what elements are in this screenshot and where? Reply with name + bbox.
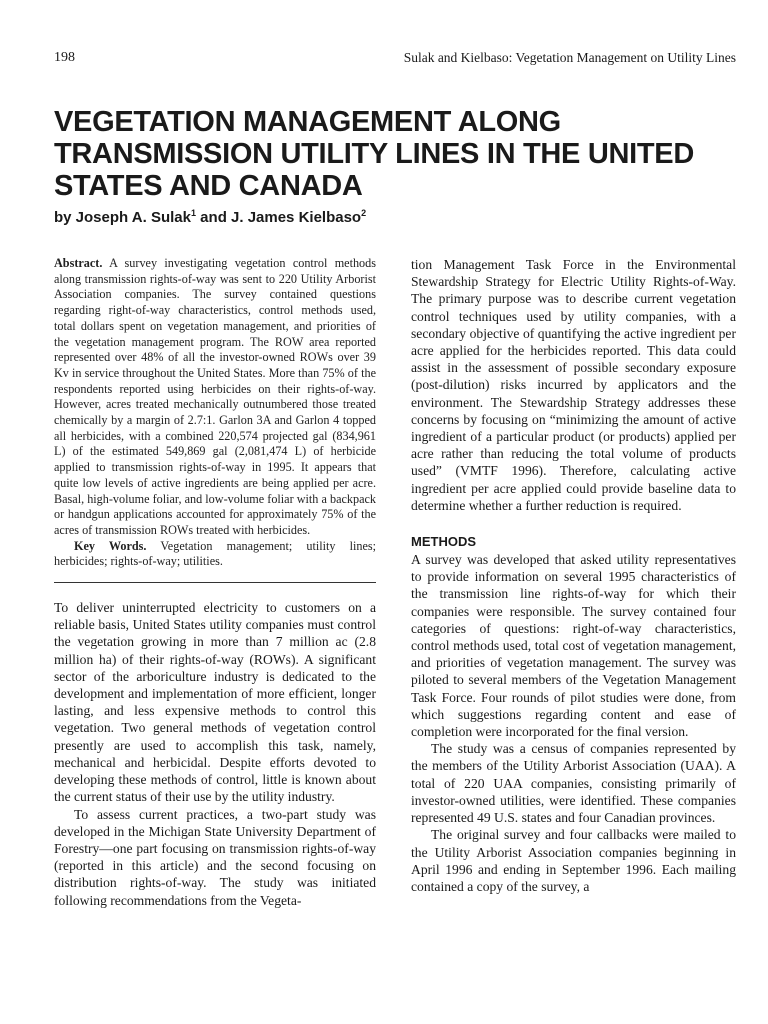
byline-prefix: by Joseph A. Sulak — [54, 209, 191, 226]
methods-heading: METHODS — [411, 534, 476, 550]
keywords-label: Key Words. — [74, 538, 147, 553]
abstract-divider — [54, 582, 376, 583]
methods-paragraph-3: The original survey and four callbacks were mailed to the Utility Arborist Association companies beginning in April 1996 and ending in September 1996. Each mailing contained a copy of the survey, a — [411, 827, 736, 894]
left-column — [54, 256, 376, 909]
right-column — [411, 256, 736, 895]
methods-paragraph-1: A survey was developed that asked utility representatives to provide information on several 1995 characteristics of the transmission line rights-of-way for which their companies were responsible. The survey contained four categories of questions: right-of-way characteristics, control methods used, total cost of vegetation management, and priorities of vegetation management. The survey was piloted to several members of the Vegetation Management Task Force. Four rounds of pilot studies were done, from which suggestions regarding content and ease of completion were incorporated for the final version. — [411, 552, 736, 740]
keywords-text: Vegetation management; utility lines; herbicides; rights-of-way; utilities. — [54, 538, 376, 569]
byline-second-author: and J. James Kielbaso — [196, 209, 362, 226]
abstract-label: Abstract. — [54, 256, 103, 270]
abstract-text: A survey investigating vegetation control methods along transmission rights-of-way was sent to 220 Utility Arborist Association companies. The survey contained questions regarding right-of-way characteristics, control methods used, total dollars spent on vegetation management, and priorities of the vegetation management program. The ROW area reported represented over 48% of all the investor-owned ROWs over 39 Kv in service throughout the United States. More than 75% of the respondents reported using herbicides on their rights-of-way. However, acres treated mechanically outnumbered those treated chemically by a margin of 2.7:1. Garlon 3A and Garlon 4 topped all herbicides, with a combined 220,574 projected gal (834,961 L) of the estimated 549,869 gal (2,081,474 L) of herbicide applied to transmission rights-of-way in 1995. It appears that quite low levels of active ingredients are being applied per acre. Basal, high-volume foliar, and low-volume foliar with a backpack or handgun applications accounted for approximately 75% of the acres of transmission ROWs treated with herbicides. — [54, 256, 376, 537]
abstract — [54, 256, 376, 539]
intro-paragraph-1: To deliver uninterrupted electricity to customers on a reliable basis, United States utility companies must control the vegetation growing in more than 7 million ac (2.8 million ha) of their rights-of-way (ROWs). A significant sector of the arboriculture industry is dedicated to the development and implementation of more efficient, longer lasting, and less expensive methods to control this vegetation. Two general methods of vegetation control presently are used to accomplish this task, namely, mechanical and herbicidal. Despite efforts devoted to developing these methods of control, little is known about the current status of their use by the utility industry. — [54, 600, 376, 805]
author1-footnote-mark: 1 — [191, 208, 197, 218]
article-title: VEGETATION MANAGEMENT ALONG TRANSMISSION UTILITY LINES IN THE UNITED STATES AND CANADA — [54, 106, 694, 202]
methods-paragraph-2: The study was a census of companies represented by the members of the Utility Arborist Association (UAA). A total of 220 UAA companies, consisting primarily of investor-owned utilities, were identified. These companies represented 49 U.S. states and four Canadian provinces. — [411, 741, 736, 826]
intro-paragraph-2: To assess current practices, a two-part study was developed in the Michigan State University Department of Forestry—one part focusing on transmission rights-of-way (reported in this article) and the second focusing on distribution rights-of-way. The study was initiated following recommendations from the Vegeta- — [54, 806, 376, 908]
running-title: Sulak and Kielbaso: Vegetation Management on Utility Lines — [403, 50, 736, 65]
author2-footnote-mark: 2 — [361, 208, 367, 218]
byline — [54, 208, 366, 226]
intro-paragraph-2-continued: tion Management Task Force in the Environmental Stewardship Strategy for Electric Utility Rights-of-Way. The primary purpose was to describe current vegetation control techniques used by utility companies, with a secondary objective of quantifying the active ingredient per acre applied for the herbicides reported. This data could assist in the assessment of possible secondary exposure (post-dilution) risks incurred by applicators and the environment. The Stewardship Strategy addresses these concerns by focusing on “minimizing the amount of active ingredient of a particular product (or products) applied per acre rather than reducing the total volume of products used” (VMTF 1996). Therefore, calculating active ingredient per acre applied could provide baseline data to determine whether a further reduction is required. — [411, 257, 736, 513]
page-number: 198 — [54, 50, 75, 65]
keywords — [54, 539, 376, 570]
